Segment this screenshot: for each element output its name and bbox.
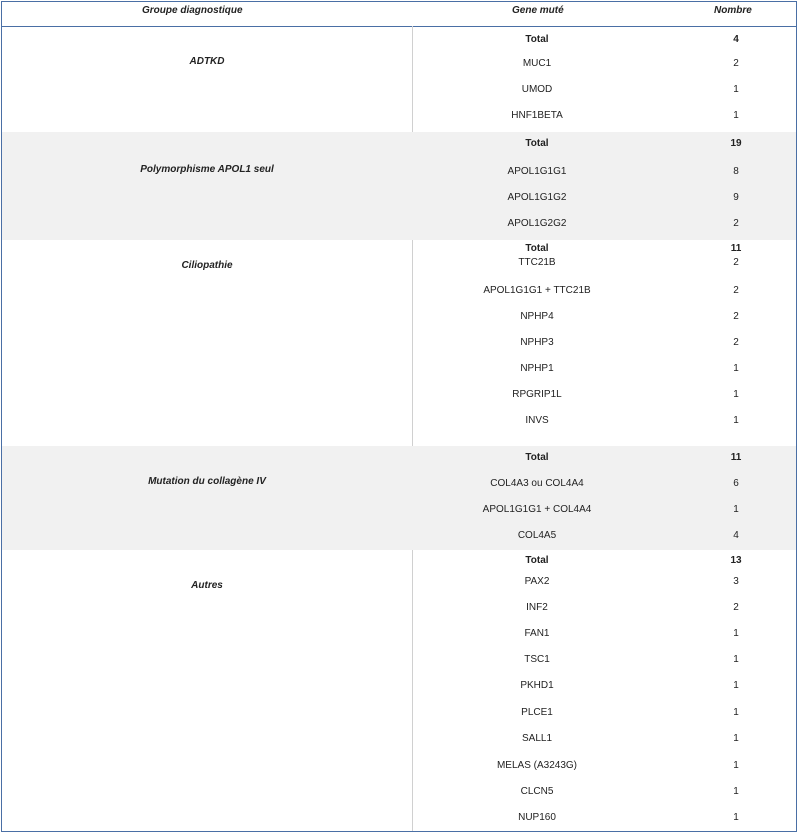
count-cell: 4	[733, 34, 739, 45]
gene-cell: NUP160	[518, 812, 556, 823]
count-cell: 11	[730, 243, 742, 254]
count-cell: 2	[733, 311, 739, 322]
group-label: Autres	[191, 580, 223, 591]
count-cell: 2	[733, 58, 739, 69]
gene-cell: NPHP4	[520, 311, 554, 322]
group-label: Ciliopathie	[181, 260, 233, 271]
count-cell: 1	[733, 707, 739, 718]
gene-cell: NPHP3	[520, 337, 554, 348]
gene-cell: MUC1	[522, 58, 552, 69]
gene-cell: MELAS (A3243G)	[496, 760, 578, 771]
gene-cell: UMOD	[521, 84, 553, 95]
count-cell: 1	[733, 504, 739, 515]
gene-cell: INVS	[525, 415, 549, 426]
group-label: Polymorphisme APOL1 seul	[140, 164, 274, 175]
count-cell: 9	[733, 192, 739, 203]
count-cell: 3	[733, 576, 739, 587]
gene-cell: PKHD1	[520, 680, 554, 691]
gene-cell: COL4A3 ou COL4A4	[490, 478, 584, 489]
gene-cell: Total	[525, 34, 549, 45]
count-cell: 1	[733, 733, 739, 744]
gene-cell: Total	[525, 138, 549, 149]
group-section	[2, 550, 796, 832]
group-label: ADTKD	[189, 56, 225, 67]
count-cell: 4	[733, 530, 739, 541]
count-cell: 1	[733, 760, 739, 771]
count-cell: 8	[733, 166, 739, 177]
gene-cell: Total	[525, 452, 549, 463]
group-label: Mutation du collagène IV	[148, 476, 266, 487]
group-section	[2, 26, 796, 132]
count-cell: 1	[733, 389, 739, 400]
count-cell: 1	[733, 84, 739, 95]
gene-cell: APOL1G1G1 + TTC21B	[483, 285, 591, 296]
gene-cell: APOL1G1G1 + COL4A4	[482, 504, 592, 515]
count-cell: 1	[733, 654, 739, 665]
gene-cell: INF2	[526, 602, 548, 613]
header-gene: Gene muté	[512, 5, 564, 16]
gene-cell: COL4A5	[517, 530, 557, 541]
count-cell: 1	[733, 812, 739, 823]
gene-cell: HNF1BETA	[511, 110, 563, 121]
group-section	[2, 132, 796, 240]
group-section	[2, 446, 796, 550]
count-cell: 1	[733, 363, 739, 374]
count-cell: 13	[730, 555, 742, 566]
count-cell: 1	[733, 680, 739, 691]
count-cell: 2	[733, 218, 739, 229]
count-cell: 1	[733, 628, 739, 639]
count-cell: 1	[733, 786, 739, 797]
gene-cell: FAN1	[524, 628, 550, 639]
gene-cell: CLCN5	[520, 786, 554, 797]
count-cell: 2	[733, 257, 739, 268]
count-cell: 1	[733, 415, 739, 426]
count-cell: 6	[733, 478, 739, 489]
gene-cell: Total	[525, 555, 549, 566]
gene-cell: APOL1G1G1	[507, 166, 567, 177]
count-cell: 1	[733, 110, 739, 121]
count-cell: 2	[733, 602, 739, 613]
count-cell: 19	[730, 138, 742, 149]
gene-cell: APOL1G2G2	[507, 218, 567, 229]
count-cell: 2	[733, 285, 739, 296]
count-cell: 2	[733, 337, 739, 348]
gene-cell: PAX2	[524, 576, 550, 587]
group-section	[2, 240, 796, 446]
gene-cell: TTC21B	[518, 257, 556, 268]
gene-cell: Total	[525, 243, 549, 254]
gene-cell: APOL1G1G2	[507, 192, 567, 203]
header-count: Nombre	[714, 5, 752, 16]
table-header	[2, 2, 796, 27]
gene-cell: RPGRIP1L	[512, 389, 562, 400]
gene-cell: NPHP1	[520, 363, 554, 374]
gene-cell: TSC1	[524, 654, 550, 665]
gene-cell: PLCE1	[521, 707, 553, 718]
gene-cell: SALL1	[521, 733, 553, 744]
count-cell: 11	[730, 452, 742, 463]
diagnostic-table	[1, 1, 797, 832]
header-group: Groupe diagnostique	[142, 5, 243, 16]
